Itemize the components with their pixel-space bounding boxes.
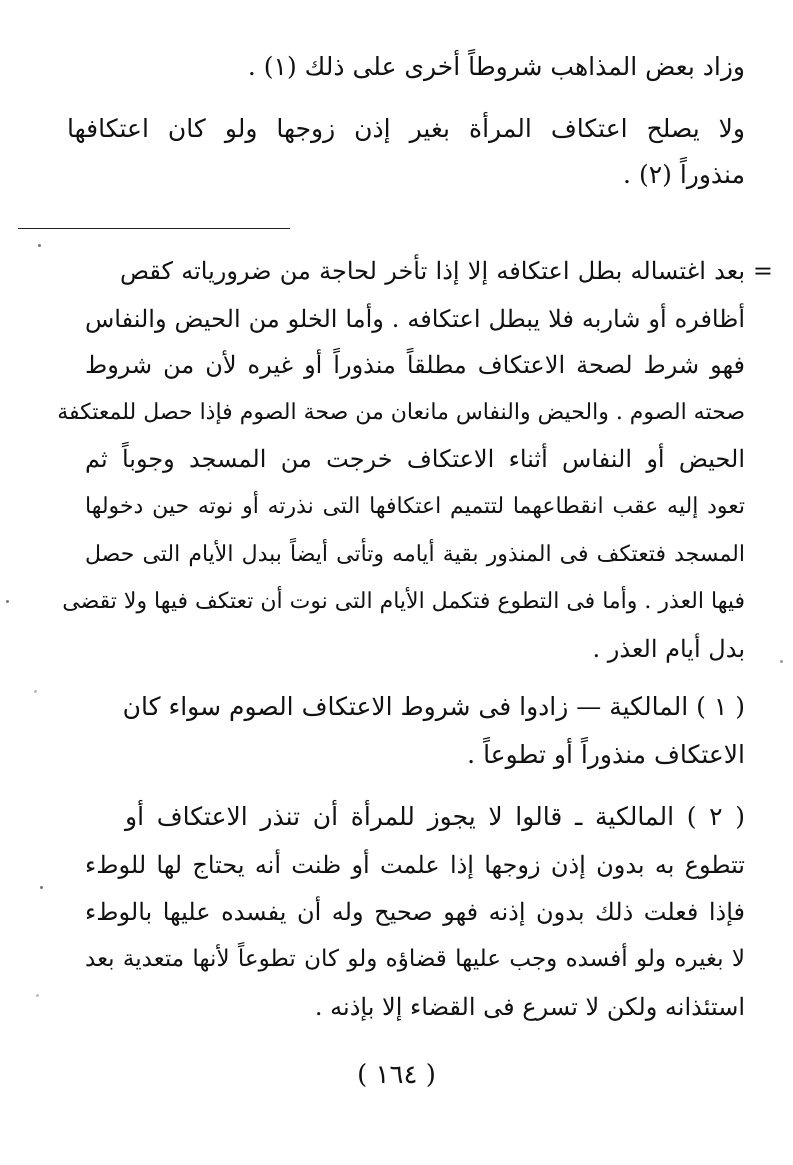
footnote-line: تعود إليه عقب انقطاعهما لتتميم اعتكافها التى نذرته أو نوته حين دخولها (85, 494, 745, 519)
scan-speck (6, 600, 9, 603)
footnote-2-line: لا بغيره ولو أفسده وجب عليها قضاؤه ولو كان تطوعاً لأنها متعدية بعد (85, 946, 745, 972)
page-number: ( ١٦٤ ) (357, 1060, 436, 1090)
footnote-2-line: فإذا فعلت ذلك بدون إذنه فهو صحيح وله أن يفسده عليها بالوطء (85, 898, 745, 926)
footnote-line: بعد اغتساله بطل اعتكافه إلا إذا تأخر لحاجة من ضرورياته كقص (120, 257, 745, 285)
scan-speck (780, 660, 783, 663)
footnote-line: المسجد فتعتكف فى المنذور بقية أيامه وتأتى أيضاً ببدل الأيام التى حصل (85, 542, 745, 567)
main-text-line: ولا يصلح اعتكاف المرأة بغير إذن زوجها ولو كان اعتكافها (67, 114, 745, 143)
footnote-line: أظافره أو شاربه فلا يبطل اعتكافه . وأما الخلو من الحيض والنفاس (85, 305, 745, 333)
continuation-marker: = (752, 257, 773, 285)
footnote-line: الحيض أو النفاس أثناء الاعتكاف خرجت من المسجد وجوباً ثم (85, 445, 745, 473)
scan-speck (38, 244, 41, 247)
footnote-2-line: ( ٢ ) المالكية ـ قالوا لا يجوز للمرأة أن تنذر الاعتكاف أو (125, 802, 746, 831)
scan-speck (34, 690, 37, 693)
footnote-line: صحته الصوم . والحيض والنفاس مانعان من صحة الصوم فإذا حصل للمعتكفة (57, 400, 745, 425)
scan-speck (40, 886, 43, 889)
footnote-line: فيها العذر . وأما فى التطوع فتكمل الأيام التى نوت أن تعتكف فيها ولا تقضى (62, 589, 745, 614)
footnote-line: بدل أيام العذر . (592, 635, 745, 663)
footnote-separator (18, 228, 290, 229)
footnote-2-line: تتطوع به بدون إذن زوجها إذا علمت أو ظنت أنه يحتاج لها للوطء (85, 851, 745, 879)
footnote-1-line: ( ١ ) المالكية — زادوا فى شروط الاعتكاف الصوم سواء كان (122, 692, 745, 721)
main-text-line: منذوراً (٢) . (623, 160, 745, 189)
footnote-2-line: استئذانه ولكن لا تسرع فى القضاء إلا بإذنه . (314, 993, 745, 1021)
footnote-line: فهو شرط لصحة الاعتكاف مطلقاً منذوراً أو غيره لأن من شروط (85, 351, 745, 379)
footnote-1-line: الاعتكاف منذوراً أو تطوعاً . (467, 740, 745, 769)
scan-speck (36, 994, 39, 997)
main-text-line: وزاد بعض المذاهب شروطاً أخرى على ذلك (١) . (247, 52, 745, 81)
